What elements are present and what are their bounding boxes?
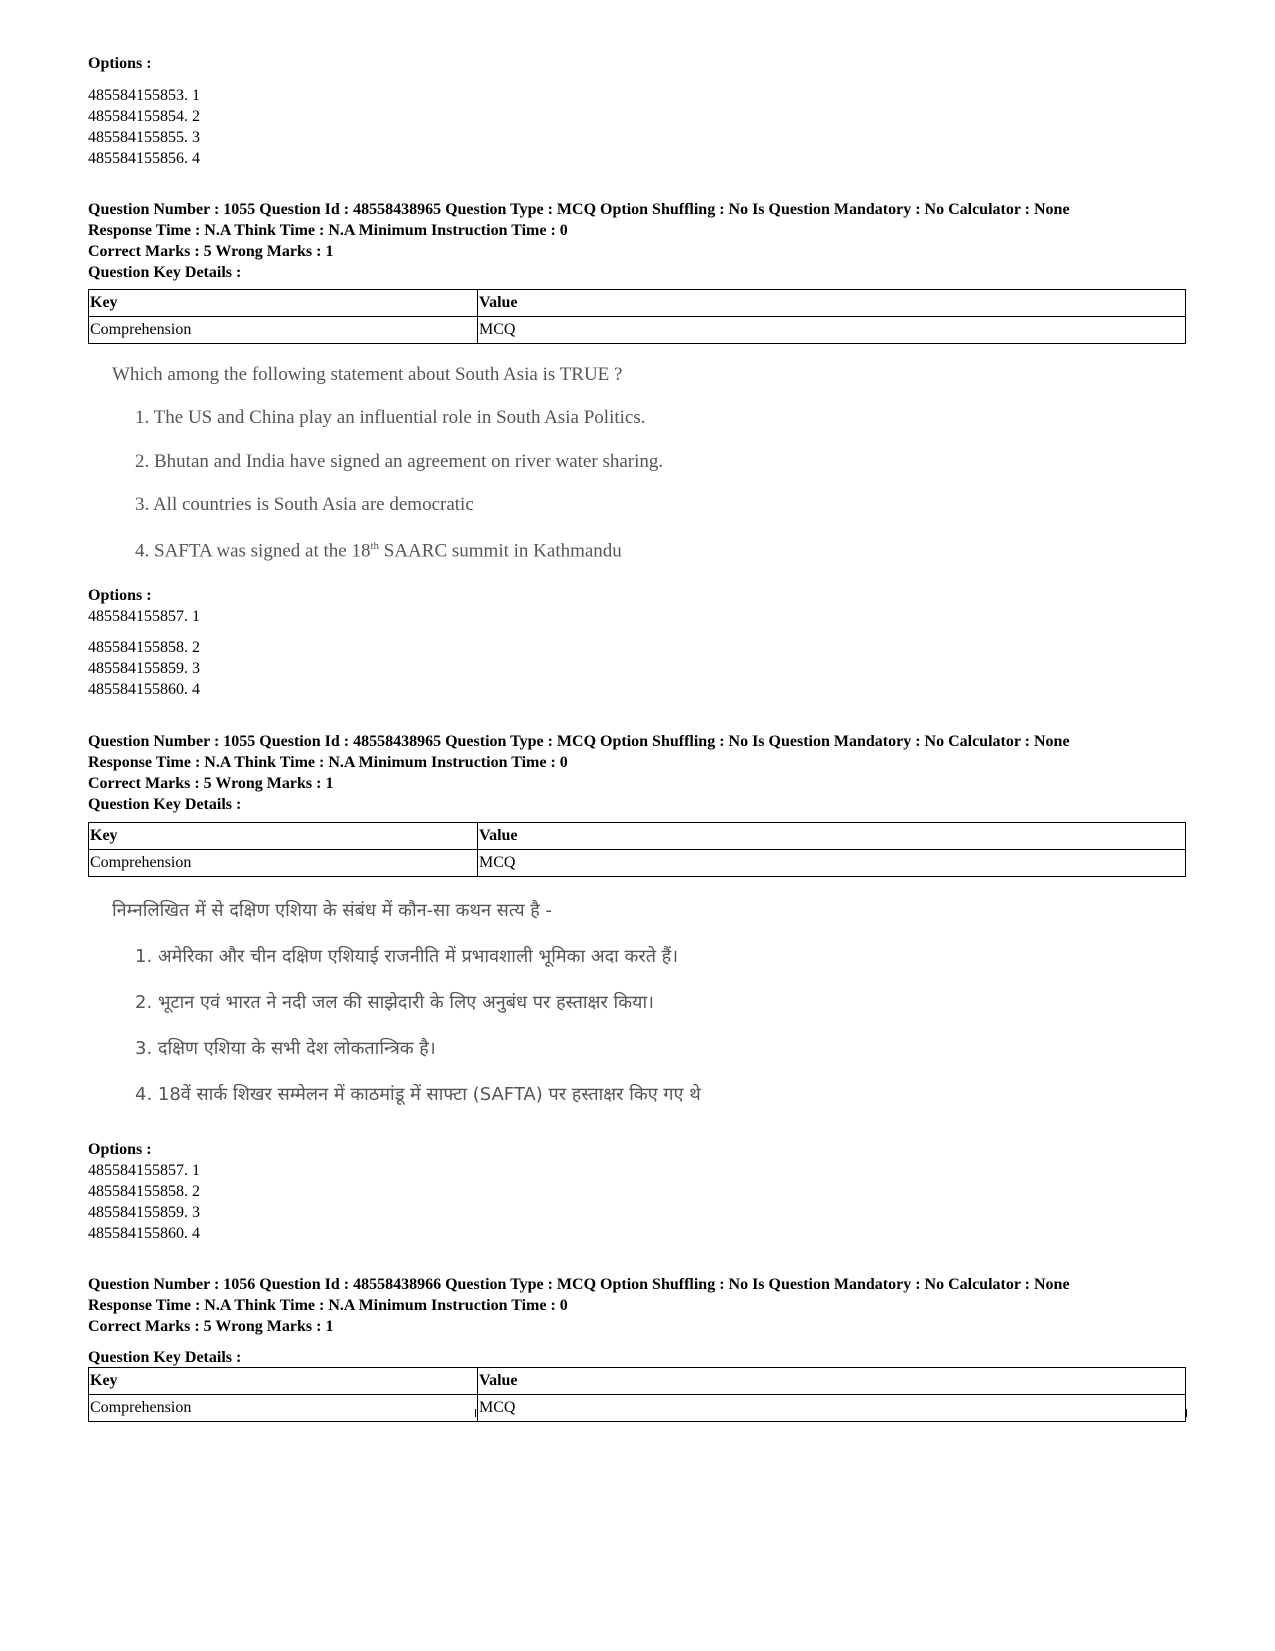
table-header-key: Key (89, 290, 478, 317)
option-item: 485584155856. 4 (88, 150, 200, 167)
question-stem: निम्नलिखित में से दक्षिण एशिया के संबंध में कौन-सा कथन सत्य है - (112, 900, 553, 921)
table-cell-key: Comprehension (89, 317, 478, 344)
options-label: Options : (88, 1141, 152, 1158)
statement-item: 3. दक्षिण एशिया के सभी देश लोकतान्त्रिक है। (135, 1038, 436, 1059)
question-meta-line: Question Number : 1056 Question Id : 48558438966 Question Type : MCQ Option Shuffling : No Is Question Mandatory : No Calculator : None (88, 1276, 1070, 1293)
key-details-label: Question Key Details : (88, 1349, 242, 1366)
marks-line: Correct Marks : 5 Wrong Marks : 1 (88, 1318, 334, 1335)
key-details-table (88, 289, 1186, 344)
statement-item: 3. All countries is South Asia are democratic (135, 494, 474, 515)
option-item: 485584155859. 3 (88, 660, 200, 677)
key-details-table (88, 822, 1186, 877)
statement-item: 2. Bhutan and India have signed an agreement on river water sharing. (135, 451, 664, 472)
question-stem: Which among the following statement about South Asia is TRUE ? (112, 364, 623, 385)
statement-item: 2. भूटान एवं भारत ने नदी जल की साझेदारी के लिए अनुबंध पर हस्ताक्षर किया। (135, 992, 654, 1013)
option-item: 485584155853. 1 (88, 87, 200, 104)
option-item: 485584155857. 1 (88, 1162, 200, 1179)
table-header-key: Key (89, 1368, 478, 1395)
question-meta-line: Question Number : 1055 Question Id : 48558438965 Question Type : MCQ Option Shuffling : No Is Question Mandatory : No Calculator : None (88, 201, 1070, 218)
option-item: 485584155857. 1 (88, 608, 200, 625)
table-header-value: Value (478, 290, 1186, 317)
table-cell-key: Comprehension (89, 850, 478, 877)
option-item: 485584155855. 3 (88, 129, 200, 146)
table-continuation-line (88, 1409, 89, 1417)
table-cell-value: MCQ (478, 1395, 1186, 1422)
table-continuation-line (1186, 1409, 1187, 1417)
key-details-table (88, 1367, 1186, 1422)
statement-item: 1. अमेरिका और चीन दक्षिण एशियाई राजनीति में प्रभावशाली भूमिका अदा करते हैं। (135, 946, 679, 967)
table-cell-value: MCQ (478, 850, 1186, 877)
statement-item: 4. 18वें सार्क शिखर सम्मेलन में काठमांडू में साफ्टा (SAFTA) पर हस्ताक्षर किए गए थे (135, 1084, 701, 1105)
response-time-line: Response Time : N.A Think Time : N.A Minimum Instruction Time : 0 (88, 222, 568, 239)
option-item: 485584155858. 2 (88, 1183, 200, 1200)
table-header-key: Key (89, 823, 478, 850)
statement-item: 1. The US and China play an influential role in South Asia Politics. (135, 407, 646, 428)
key-details-label: Question Key Details : (88, 264, 242, 281)
question-meta-line: Question Number : 1055 Question Id : 48558438965 Question Type : MCQ Option Shuffling : No Is Question Mandatory : No Calculator : None (88, 733, 1070, 750)
option-item: 485584155860. 4 (88, 681, 200, 698)
response-time-line: Response Time : N.A Think Time : N.A Minimum Instruction Time : 0 (88, 754, 568, 771)
options-label: Options : (88, 587, 152, 604)
table-cell-key: Comprehension (89, 1395, 478, 1422)
response-time-line: Response Time : N.A Think Time : N.A Minimum Instruction Time : 0 (88, 1297, 568, 1314)
statement-item: 4. SAFTA was signed at the 18th SAARC summit in Kathmandu (135, 540, 622, 562)
table-continuation-line (475, 1409, 476, 1417)
option-item: 485584155860. 4 (88, 1225, 200, 1242)
table-cell-value: MCQ (478, 317, 1186, 344)
options-label: Options : (88, 55, 152, 72)
option-item: 485584155858. 2 (88, 639, 200, 656)
option-item: 485584155854. 2 (88, 108, 200, 125)
table-header-value: Value (478, 1368, 1186, 1395)
key-details-label: Question Key Details : (88, 796, 242, 813)
option-item: 485584155859. 3 (88, 1204, 200, 1221)
marks-line: Correct Marks : 5 Wrong Marks : 1 (88, 243, 334, 260)
table-header-value: Value (478, 823, 1186, 850)
marks-line: Correct Marks : 5 Wrong Marks : 1 (88, 775, 334, 792)
